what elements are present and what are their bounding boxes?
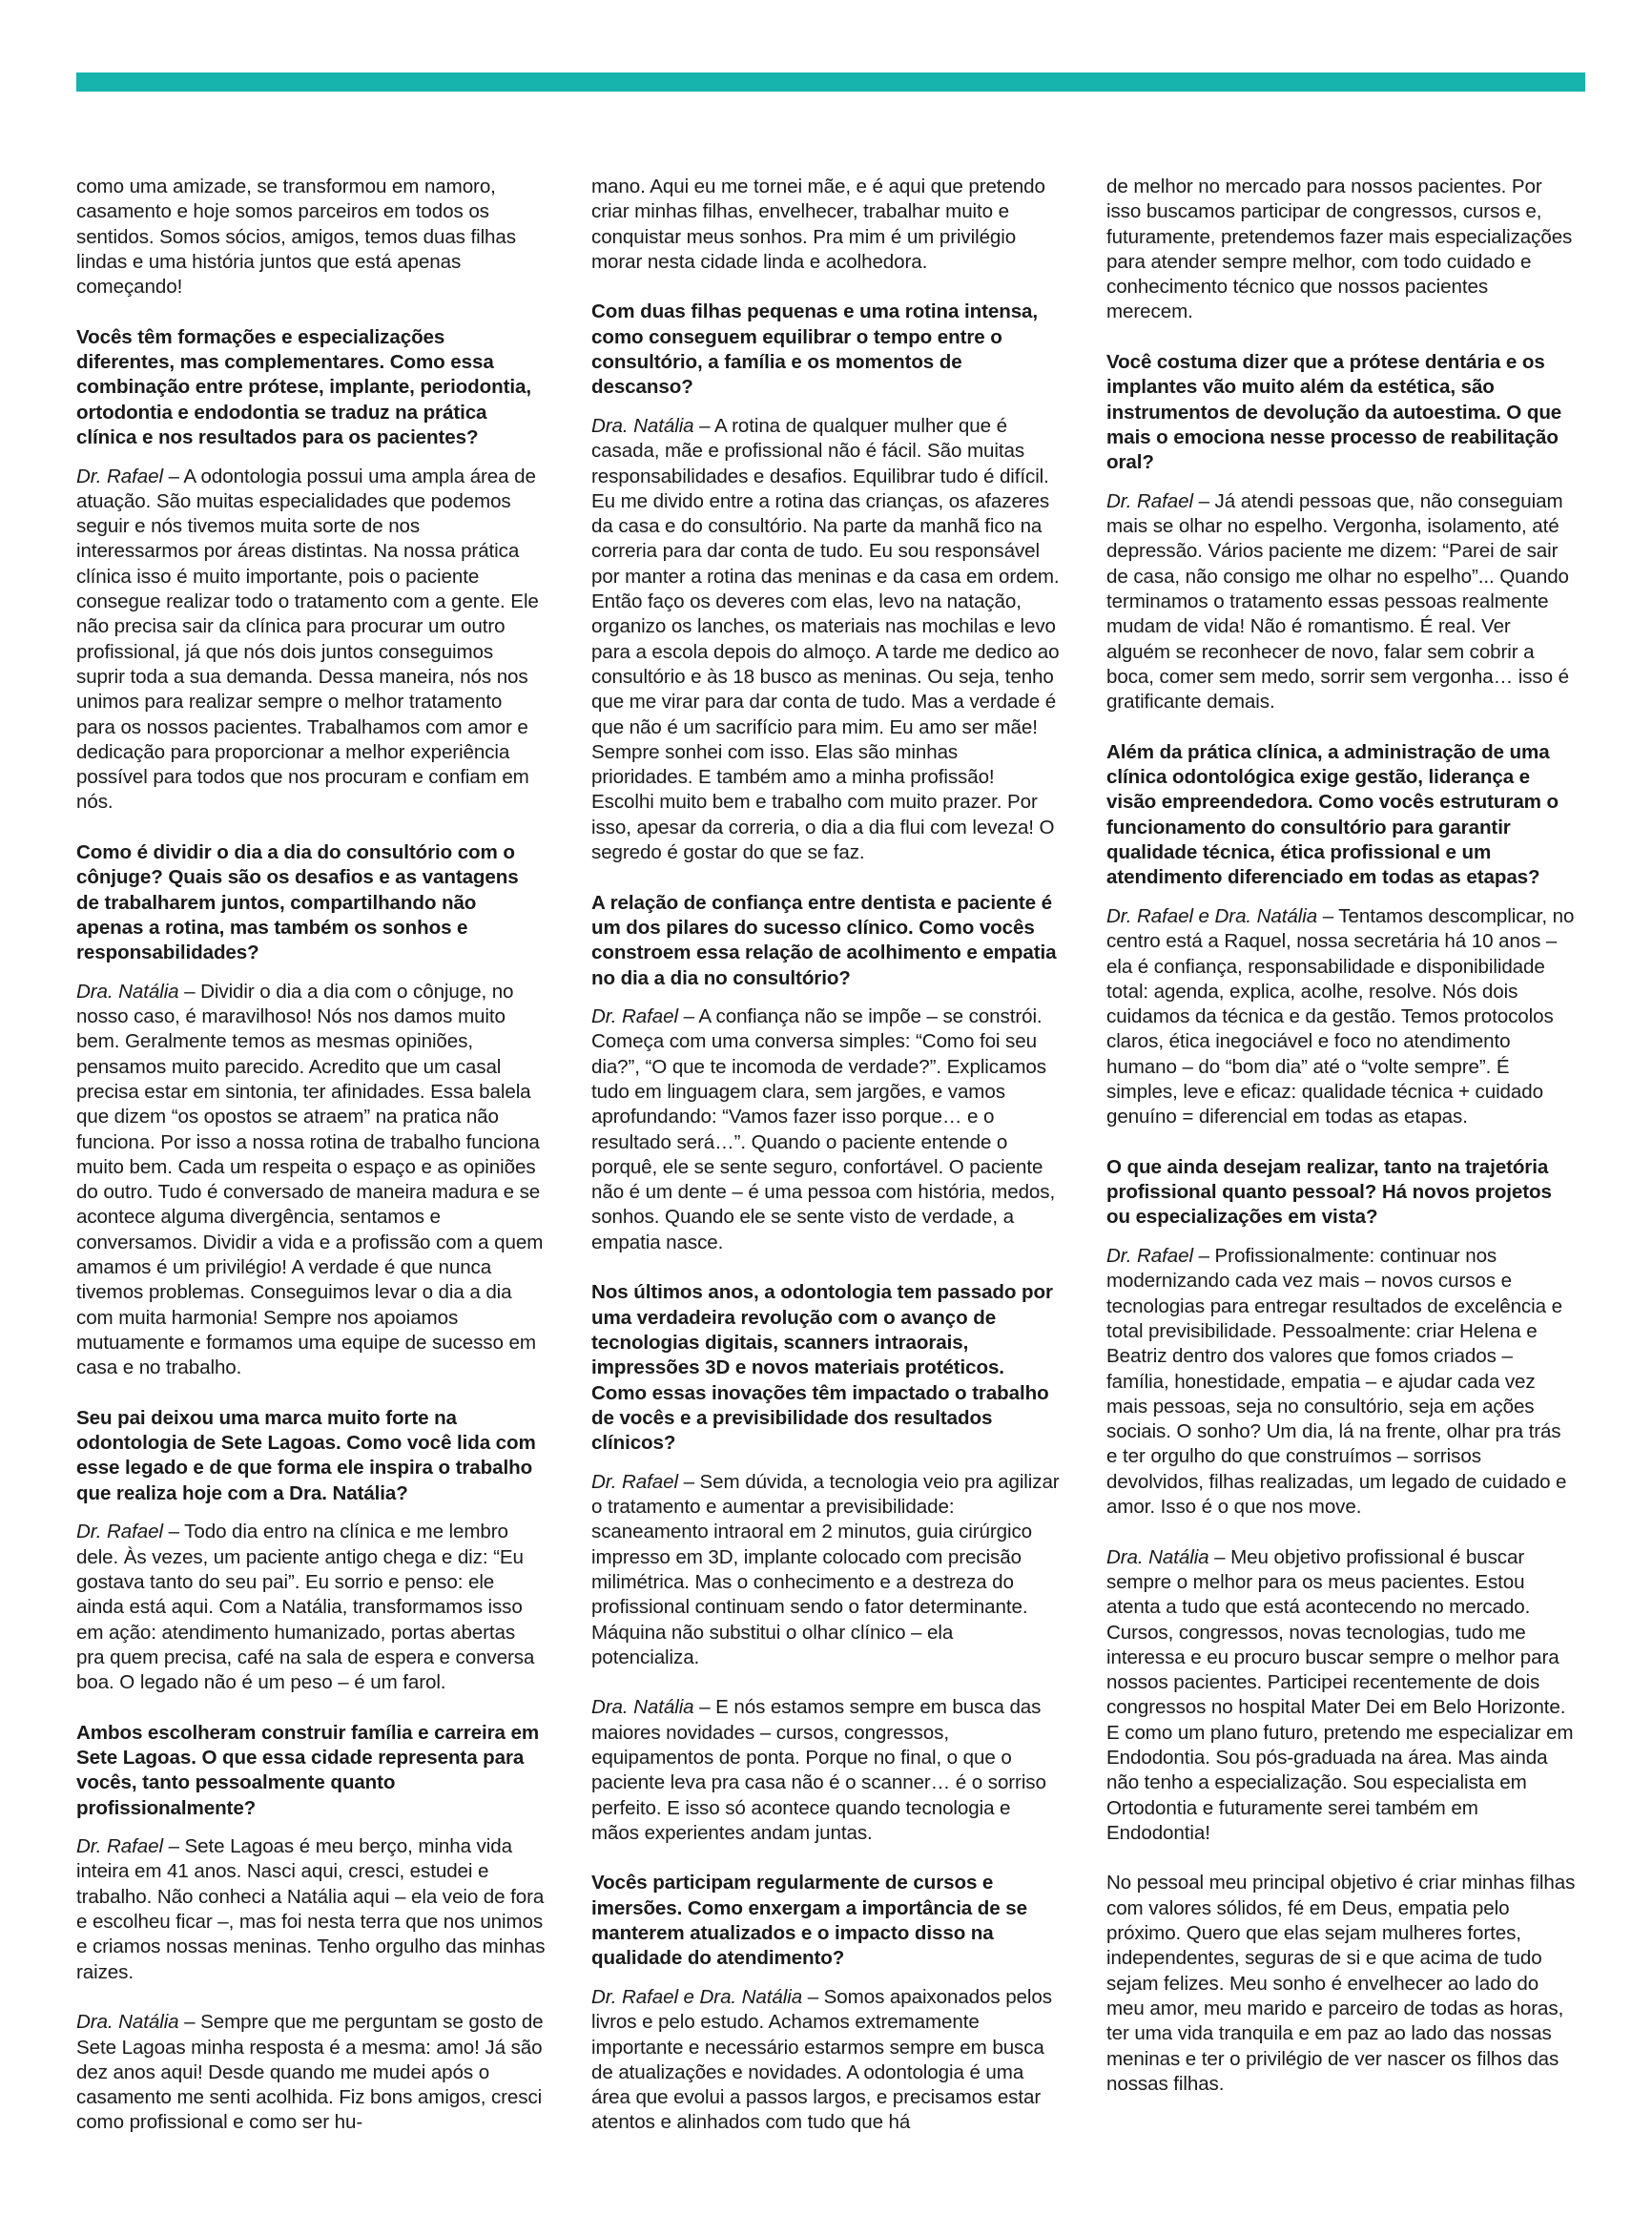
paragraph-text: – Sem dúvida, a tecnologia veio pra agilizar o tratamento e aumentar a previsibilidade: scaneamento intraoral em 2 minutos, guia cirúrgico impresso em 3D, implante colocado com precisão milimétrica. Mas o conhecimento e a destreza do profissional continuam sendo o fator determinante. Máquina não substitui o olhar clínico – ela potencializa. (591, 1470, 1060, 1668)
column-3 (1106, 175, 1576, 2122)
interview-question (76, 1406, 546, 1506)
speaker-name: Dr. Rafael (591, 1470, 678, 1493)
paragraph-text: – Meu objetivo profissional é buscar sempre o melhor para os meus pacientes. Estou atenta a tudo que está acontecendo no mercado. Cursos, congressos, novas tecnologias, tudo me interessa e eu procuro buscar sempre o melhor para nossos pacientes. Participei recentemente de dois congressos no hospital Mater Dei em Belo Horizonte. E como um plano futuro, pretendo me especializar em Endodontia. Sou pós-graduada na área. Mas ainda não tenho a especialização. Sou especialista em Ortodontia e futuramente serei também em Endodontia! (1106, 1545, 1574, 1844)
interview-paragraph (591, 175, 1061, 275)
interview-paragraph (1106, 1871, 1576, 2097)
speaker-name: Dr. Rafael (76, 1835, 163, 1858)
interview-paragraph (1106, 489, 1576, 715)
interview-paragraph (76, 175, 546, 300)
interview-paragraph (76, 980, 546, 1381)
interview-paragraph (76, 2010, 546, 2135)
paragraph-text: – A odontologia possui uma ampla área de atuação. São muitas especialidades que podemos seguir e nós tivemos muita sorte de nos interessarmos por áreas distintas. Na nossa prática clínica isso é muito importante, pois o paciente consegue realizar todo o tratamento com a gente. Ele não precisa sair da clínica para procurar um outro profissional, já que nós dois juntos conseguimos suprir toda a sua demanda. Dessa maneira, nós nos unimos para realizar sempre o melhor tratamento para os nossos pacientes. Trabalhamos com amor e dedicação para proporcionar a melhor experiência possível para todos que nos procuram e confiam em nós. (76, 465, 539, 814)
interview-paragraph (591, 1695, 1061, 1846)
speaker-name: Dr. Rafael e Dra. Natália (1106, 904, 1318, 927)
paragraph-text: Vocês têm formações e especializações diferentes, mas complementares. Como essa combinação entre prótese, implante, periodontia, ortodontia e endodontia se traduz na prática clínica e nos resultados para os pacientes? (76, 325, 531, 448)
paragraph-text: como uma amizade, se transformou em namoro, casamento e hoje somos parceiros em todos os sentidos. Somos sócios, amigos, temos duas filhas lindas e uma história juntos que está apenas começando! (76, 176, 516, 299)
paragraph-text: No pessoal meu principal objetivo é criar minhas filhas com valores sólidos, fé em Deus, empatia pelo próximo. Quero que elas sejam mulheres fortes, independentes, seguras de si e que acima de tudo sejam felizes. Meu sonho é envelhecer ao lado do meu amor, meu marido e parceiro de todas as horas, ter uma vida tranquila e em paz ao lado das nossas meninas e ter o privilégio de ver nascer os filhos das nossas filhas. (1106, 1872, 1576, 2095)
paragraph-text: Como é dividir o dia a dia do consultório com o cônjuge? Quais são os desafios e as vantagens de trabalharem juntos, compartilhando não apenas a rotina, mas também os sonhos e responsabilidades? (76, 841, 519, 964)
column-2 (591, 175, 1061, 2161)
interview-question (76, 325, 546, 450)
interview-paragraph (76, 1834, 546, 1985)
paragraph-text: – A rotina de qualquer mulher que é casada, mãe e profissional não é fácil. São muitas responsabilidades e desafios. Equilibrar tudo é difícil. Eu me divido entre a rotina das crianças, os afazeres da casa e do consultório. Na parte da manhã fico na correria para dar conta de tudo. Eu sou responsável por manter a rotina das meninas e da casa em ordem. Então faço os deveres com elas, levo na natação, organizo os lanches, os materiais nas mochilas e levo para a escola depois do almoço. A tarde me dedico ao consultório e às 18 busco as meninas. Ou seja, tenho que me virar para dar conta de tudo. Mas a verdade é que não é um sacrifício para mim. Eu amo ser mãe! Sempre sonhei com isso. Elas são minhas prioridades. E também amo a minha profissão! Escolhi muito bem e trabalho com muito prazer. Por isso, apesar da correria, o dia a dia flui com leveza! O segredo é gostar do que se faz. (591, 414, 1060, 864)
speaker-name: Dr. Rafael (1106, 489, 1193, 512)
interview-paragraph (591, 1004, 1061, 1255)
speaker-name: Dra. Natália (591, 414, 694, 437)
paragraph-text: – Somos apaixonados pelos livros e pelo estudo. Achamos extremamente importante e necessário estarmos sempre em busca de atualizações e novidades. A odontologia é uma área que evolui a passos largos, e precisamos estar atentos e alinhados com tudo que há (591, 1985, 1052, 2134)
paragraph-text: de melhor no mercado para nossos pacientes. Por isso buscamos participar de congressos, cursos e, futuramente, pretendemos fazer mais especializações para atender sempre melhor, com todo cuidado e conhecimento técnico que nossos pacientes merecem. (1106, 176, 1573, 323)
speaker-name: Dr. Rafael (591, 1005, 678, 1028)
speaker-name: Dra. Natália (76, 980, 179, 1003)
interview-paragraph (591, 1985, 1061, 2136)
interview-question (1106, 1155, 1576, 1231)
paragraph-text: Além da prática clínica, a administração de uma clínica odontológica exige gestão, liderança e visão empreendedora. Como vocês estruturam o funcionamento do consultório para garantir qualidade técnica, ética profissional e um atendimento diferenciado em todas as etapas? (1106, 740, 1559, 889)
paragraph-text: – Tentamos descomplicar, no centro está a Raquel, nossa secretária há 10 anos – ela é confiança, responsabilidade e disponibilidade total: agenda, explica, acolhe, resolve. Nós dois cuidamos da técnica e da gestão. Temos protocolos claros, ética inegociável e foco no atendimento humano – do “bom dia” até o “volte sempre”. É simples, leve e eficaz: qualidade técnica + cuidado genuíno = diferencial em todas as etapas. (1106, 904, 1575, 1128)
paragraph-text: – Sempre que me perguntam se gosto de Sete Lagoas minha resposta é a mesma: amo! Já são dez anos aqui! Desde quando me mudei após o casamento me senti acolhida. Fiz bons amigos, cresci como profissional e como ser hu- (76, 2011, 544, 2134)
paragraph-text: – Sete Lagoas é meu berço, minha vida inteira em 41 anos. Nasci aqui, cresci, estudei e trabalho. Não conheci a Natália aqui – ela veio de fora e escolheu ficar –, mas foi nesta terra que nos unimos e criamos nossas meninas. Tenho orgulho das minhas raizes. (76, 1835, 546, 1983)
speaker-name: Dra. Natália (76, 2011, 179, 2034)
interview-question (591, 300, 1061, 400)
interview-paragraph (1106, 1244, 1576, 1520)
paragraph-text: – A confiança não se impõe – se constrói. Começa com uma conversa simples: “Como foi seu dia?”, “O que te incomoda de verdade?”. Explicamos tudo em linguagem clara, sem jargões, e vamos aprofundando: “Vamos fazer isso porque… e o resultado será…”. Quando o paciente entende o porquê, ele se sente seguro, confortável. O paciente não é um dente – é uma pessoa com história, medos, sonhos. Quando ele se sente visto de verdade, a empatia nasce. (591, 1005, 1056, 1253)
interview-question (76, 840, 546, 965)
paragraph-text: – Dividir o dia a dia com o cônjuge, no nosso caso, é maravilhoso! Nós nos damos muito bem. Geralmente temos as mesmas opiniões, pensamos muito parecido. Acredito que um casal precisa estar em sintonia, ter afinidades. Essa balela que dizem “os opostos se atraem” na pratica não funciona. Por isso a nossa rotina de trabalho funciona muito bem. Cada um respeita o espaço e as opiniões do outro. Tudo é conversado de maneira madura e se acontece alguma divergência, sentamos e conversamos. Dividir a vida e a profissão com a quem amamos é um privilégio! A verdade é que nunca tivemos problemas. Conseguimos levar o dia a dia com muita harmonia! Sempre nos apoiamos mutuamente e formamos uma equipe de sucesso em casa e no trabalho. (76, 980, 544, 1379)
interview-question (1106, 740, 1576, 891)
interview-question (76, 1721, 546, 1821)
paragraph-text: Com duas filhas pequenas e uma rotina intensa, como conseguem equilibrar o tempo entre o consultório, a família e os momentos de descanso? (591, 300, 1039, 399)
interview-paragraph (1106, 1545, 1576, 1847)
paragraph-text: Seu pai deixou uma marca muito forte na odontologia de Sete Lagoas. Como você lida com esse legado e de que forma ele inspira o trabalho que realiza hoje com a Dra. Natália? (76, 1406, 536, 1504)
speaker-name: Dra. Natália (591, 1696, 694, 1719)
interview-question (591, 1871, 1061, 1971)
paragraph-text: – E nós estamos sempre em busca das maiores novidades – cursos, congressos, equipamentos de ponta. Porque no final, o que o paciente leva pra casa não é o scanner… é o sorriso perfeito. E isso só acontece quando tecnologia e mãos experientes andam juntas. (591, 1696, 1046, 1844)
paragraph-text: Nos últimos anos, a odontologia tem passado por uma verdadeira revolução com o avanço de tecnologias digitais, scanners intraorais, impressões 3D e novos materiais protéticos. Como essas inovações têm impactado o trabalho de vocês e a previsibilidade dos resultados clínicos? (591, 1281, 1053, 1455)
interview-question (591, 891, 1061, 991)
paragraph-text: mano. Aqui eu me tornei mãe, e é aqui que pretendo criar minhas filhas, envelhecer, trabalhar muito e conquistar meus sonhos. Pra mim é um privilégio morar nesta cidade linda e acolhedora. (591, 176, 1045, 273)
interview-paragraph (591, 414, 1061, 865)
speaker-name: Dr. Rafael (1106, 1245, 1193, 1268)
interview-paragraph (76, 1520, 546, 1695)
speaker-name: Dr. Rafael (76, 465, 163, 487)
paragraph-text: O que ainda desejam realizar, tanto na trajetória profissional quanto pessoal? Há novos projetos ou especializações em vista? (1106, 1155, 1552, 1229)
paragraph-text: Vocês participam regularmente de cursos e imersões. Como enxergam a importância de se manterem atualizados e o impacto disso na qualidade do atendimento? (591, 1872, 1027, 1970)
interview-paragraph (1106, 175, 1576, 325)
paragraph-text: – Profissionalmente: continuar nos modernizando cada vez mais – novos cursos e tecnologias para entregar resultados de excelência e total previsibilidade. Pessoalmente: criar Helena e Beatriz dentro dos valores que fomos criados – família, honestidade, empatia – e ajudar cada vez mais pessoas, seja no consultório, seja em ações sociais. O sonho? Um dia, lá na frente, olhar pra trás e ter orgulho do que construímos – sorrisos devolvidos, filhas realizadas, um legado de cuidado e amor. Isso é o que nos move. (1106, 1245, 1567, 1519)
speaker-name: Dr. Rafael e Dra. Natália (591, 1985, 803, 2008)
interview-paragraph (591, 1470, 1061, 1670)
teal-header-bar (76, 72, 1585, 92)
column-1 (76, 175, 546, 2161)
paragraph-text: A relação de confiança entre dentista e paciente é um dos pilares do sucesso clínico. Como vocês constroem essa relação de acolhimento e empatia no dia a dia no consultório? (591, 891, 1057, 989)
interview-question (1106, 350, 1576, 475)
paragraph-text: Ambos escolheram construir família e carreira em Sete Lagoas. O que essa cidade representa para vocês, tanto pessoalmente quanto profissionalmente? (76, 1721, 540, 1819)
paragraph-text: – Todo dia entro na clínica e me lembro dele. Às vezes, um paciente antigo chega e diz: “Eu gostava tanto do seu pai”. Eu sorrio e penso: ele ainda está aqui. Com a Natália, transformamos isso em ação: atendimento humanizado, portas abertas pra quem precisa, café na sala de espera e conversa boa. O legado não é um peso – é um farol. (76, 1521, 535, 1694)
interview-question (591, 1280, 1061, 1456)
paragraph-text: Você costuma dizer que a prótese dentária e os implantes vão muito além da estética, são instrumentos de devolução da autoestima. O que mais o emociona nesse processo de reabilitação oral? (1106, 351, 1562, 474)
speaker-name: Dra. Natália (1106, 1545, 1209, 1568)
paragraph-text: – Já atendi pessoas que, não conseguiam mais se olhar no espelho. Vergonha, isolamento, até depressão. Vários paciente me dizem: “Parei de sair de casa, não consigo me olhar no espelho”... Quando terminamos o tratamento essas pessoas realmente mudam de vida! Não é romantismo. É real. Ver alguém se reconhecer de novo, falar sem cobrir a boca, comer sem medo, sorrir sem vergonha… isso é gratificante demais. (1106, 489, 1569, 714)
interview-paragraph (1106, 904, 1576, 1130)
interview-paragraph (76, 465, 546, 816)
speaker-name: Dr. Rafael (76, 1521, 163, 1543)
